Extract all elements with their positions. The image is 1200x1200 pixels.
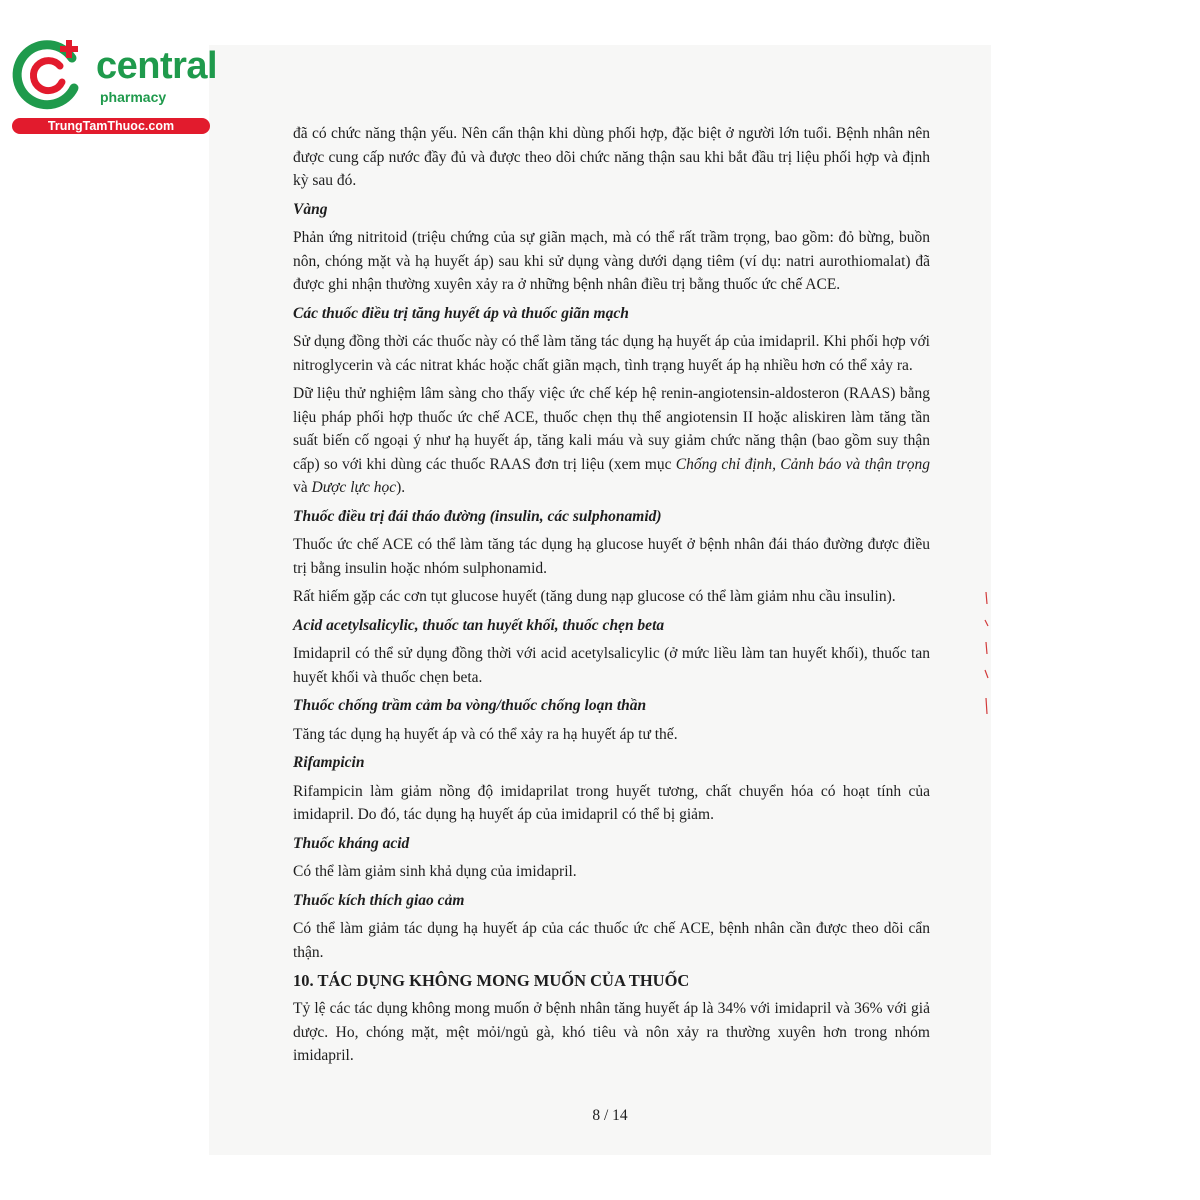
paragraph-sympathomimetics: Có thể làm giảm tác dụng hạ huyết áp của các thuốc ức chế ACE, bệnh nhân cần được theo dõi cẩn thận.: [293, 920, 930, 961]
heading-antidiabetics: Thuốc điều trị đái tháo đường (insulin, các sulphonamid): [293, 507, 662, 525]
heading-antihypertensives: Các thuốc điều trị tăng huyết áp và thuốc giãn mạch: [293, 304, 629, 322]
heading-gold: Vàng: [293, 200, 328, 218]
paragraph-rifampicin: Rifampicin làm giảm nồng độ imidaprilat trong huyết tương, chất chuyển hóa có hoạt tính của imidapril. Do đó, tác dụng hạ huyết áp của imidapril có thể bị giảm.: [293, 782, 930, 823]
paragraph-antacids: Có thể làm giảm sinh khả dụng của imidapril.: [293, 863, 577, 880]
raas-and: và: [293, 479, 312, 496]
heading-antidepressants: Thuốc chống trầm cảm ba vòng/thuốc chống loạn thần: [293, 697, 647, 714]
heading-aspirin: Acid acetylsalicylic, thuốc tan huyết khối, thuốc chẹn beta: [293, 616, 665, 634]
paragraph-aspirin: Imidapril có thể sử dụng đồng thời với acid acetylsalicylic (ở mức liều làm tan huyết khối), thuốc tan huyết khối và thuốc chẹn beta.: [293, 645, 930, 686]
raas-ref-pharmacodynamics: Dược lực học: [311, 479, 397, 496]
logo-url[interactable]: TrungTamThuoc.com: [12, 118, 210, 134]
paragraph-antidepressants: Tăng tác dụng hạ huyết áp và có thể xảy ra hạ huyết áp tư thế.: [293, 725, 678, 743]
paragraph-gold: Phản ứng nitritoid (triệu chứng của sự giãn mạch, mà có thể rất trầm trọng, bao gồm: đỏ bừng, buồn nôn, chóng mặt và hạ huyết áp) sau khi sử dụng vàng dưới dạng tiêm (ví dụ: natri aurothiomalat) đã được ghi nhận thường xuyên xảy ra ở những bệnh nhân điều trị bằng thuốc ức chế ACE.: [293, 229, 930, 293]
paragraph-antihypertensives: Sử dụng đồng thời các thuốc này có thể làm tăng tác dụng hạ huyết áp của imidapril. Khi phối hợp với nitroglycerin và các nitrat khác hoặc chất giãn mạch, tình trạng huyết áp hạ nhiều hơn có thể xảy ra.: [293, 333, 930, 374]
logo-name: central: [96, 45, 218, 87]
pharmacy-logo[interactable]: [10, 36, 220, 136]
logo-mark-icon: [10, 36, 94, 116]
paragraph-antidiabetics-2: Rất hiếm gặp các cơn tụt glucose huyết (tăng dung nạp glucose có thể làm giảm nhu cầu insulin).: [293, 588, 896, 605]
page-number: 8 / 14: [592, 1107, 628, 1124]
logo-subtitle: pharmacy: [100, 89, 167, 105]
section-10-heading: 10. TÁC DỤNG KHÔNG MONG MUỐN CỦA THUỐC: [293, 971, 690, 990]
raas-text: Dữ liệu thử nghiệm lâm sàng cho thấy việc ức chế kép hệ renin-angiotensin-aldosteron (RAAS) bằng liệu pháp phối hợp thuốc ức chế ACE, thuốc chẹn thụ thể angiotensin II hoặc aliskiren làm tăng tần suất biến cố ngoại ý như hạ huyết áp, tăng kali máu và suy giảm chức năng thận (bao gồm suy thận cấp) so với khi dùng các thuốc RAAS đơn trị liệu (xem mục: [293, 385, 930, 473]
paragraph-raas: [293, 382, 930, 500]
document-body: [293, 122, 930, 1073]
section-10-paragraph: Tỷ lệ các tác dụng không mong muốn ở bệnh nhân tăng huyết áp là 34% với imidapril và 36% với giả dược. Ho, chóng mặt, mệt mỏi/ngủ gà, khó tiêu và nôn xảy ra thường xuyên hơn trong nhóm imidapril.: [293, 1000, 930, 1064]
paragraph-antidiabetics-1: Thuốc ức chế ACE có thể làm tăng tác dụng hạ glucose huyết ở bệnh nhân đái tháo đường được điều trị bằng insulin hoặc nhóm sulphonamid.: [293, 536, 930, 577]
heading-rifampicin: Rifampicin: [293, 754, 365, 771]
heading-antacids: Thuốc kháng acid: [293, 834, 410, 852]
margin-stamp-marks: [982, 590, 992, 720]
raas-end: ).: [396, 479, 406, 496]
heading-sympathomimetics: Thuốc kích thích giao cảm: [293, 891, 465, 909]
raas-ref-contraindications: Chống chỉ định, Cảnh báo và thận trọng: [675, 455, 930, 473]
intro-paragraph: đã có chức năng thận yếu. Nên cẩn thận khi dùng phối hợp, đặc biệt ở người lớn tuổi. Bệnh nhân nên được cung cấp nước đầy đủ và được theo dõi chức năng thận sau khi bắt đầu trị liệu phối hợp và định kỳ sau đó.: [293, 125, 930, 189]
